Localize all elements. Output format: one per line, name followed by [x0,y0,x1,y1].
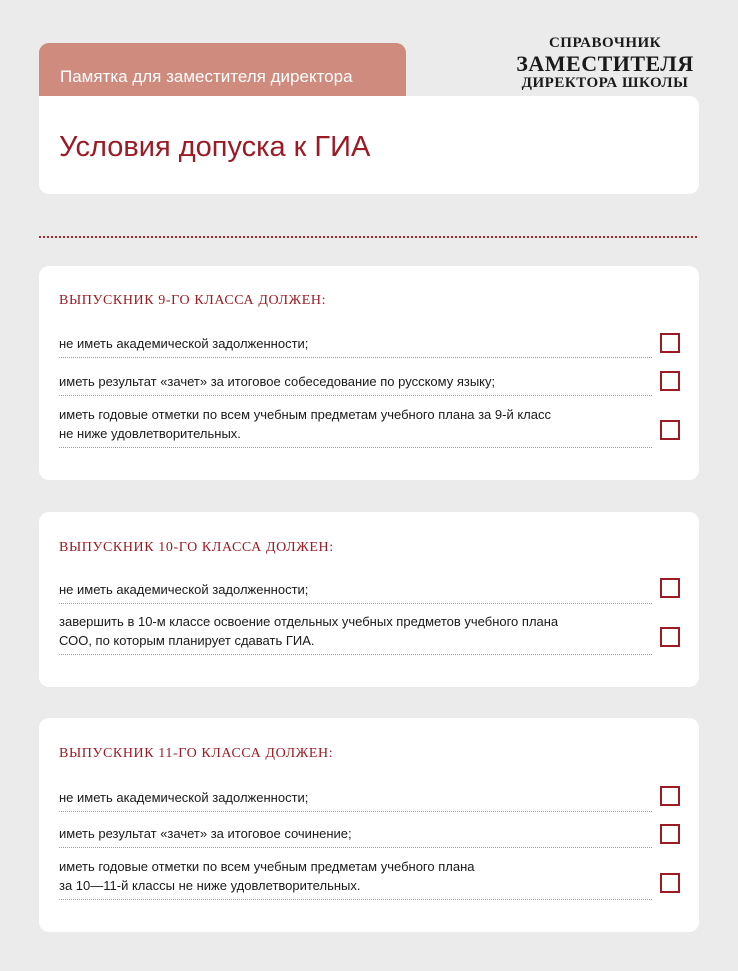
section-card-grade-9 [39,266,699,480]
section-heading: ВЫПУСКНИК 10-ГО КЛАССА ДОЛЖЕН: [59,540,334,555]
memo-tab-label: Памятка для заместителя директора [60,67,353,86]
logo-line-1: СПРАВОЧНИК [548,35,662,51]
requirement-item [59,612,652,655]
requirement-checkbox[interactable] [660,786,680,806]
requirement-item [59,857,652,900]
requirement-text-line-2: за 10—11-й классы не ниже удовлетворительных. [59,878,361,893]
logo-line-2: ЗАМЕСТИТЕЛЯ [516,51,694,76]
requirement-text: не иметь академической задолженности; [59,790,309,805]
requirement-text: иметь результат «зачет» за итоговое сочинение; [59,826,352,841]
requirement-item [59,788,652,812]
requirement-checkbox[interactable] [660,333,680,353]
requirement-text: не иметь академической задолженности; [59,582,309,597]
requirement-text-line-1: завершить в 10-м классе освоение отдельных учебных предметов учебного плана [59,614,559,629]
requirement-text-line-2: не ниже удовлетворительных. [59,426,241,441]
requirement-text: иметь результат «зачет» за итоговое собеседование по русскому языку; [59,374,496,389]
page-title: Условия допуска к ГИА [59,131,371,163]
title-card [39,96,699,194]
requirement-item [59,372,652,396]
requirement-text-line-2: СОО, по которым планирует сдавать ГИА. [59,633,315,648]
requirement-item [59,334,652,358]
requirement-checkbox[interactable] [660,420,680,440]
requirement-checkbox[interactable] [660,371,680,391]
requirement-item [59,405,652,448]
memo-tab [39,43,406,96]
requirement-checkbox[interactable] [660,873,680,893]
requirement-text: не иметь академической задолженности; [59,336,309,351]
requirement-text-line-1: иметь годовые отметки по всем учебным предметам учебного плана [59,859,475,874]
requirement-checkbox[interactable] [660,824,680,844]
requirement-item [59,824,652,848]
requirement-checkbox[interactable] [660,627,680,647]
section-card-grade-11 [39,718,699,932]
section-heading: ВЫПУСКНИК 11-ГО КЛАССА ДОЛЖЕН: [59,746,334,761]
section-card-grade-10 [39,512,699,687]
requirement-checkbox[interactable] [660,578,680,598]
section-divider [39,236,697,238]
requirement-item [59,580,652,604]
section-heading: ВЫПУСКНИК 9-ГО КЛАССА ДОЛЖЕН: [59,293,327,308]
logo-line-3: ДИРЕКТОРА ШКОЛЫ [521,75,689,91]
publication-logo [500,36,710,91]
requirement-text-line-1: иметь годовые отметки по всем учебным предметам учебного плана за 9-й класс [59,407,551,422]
